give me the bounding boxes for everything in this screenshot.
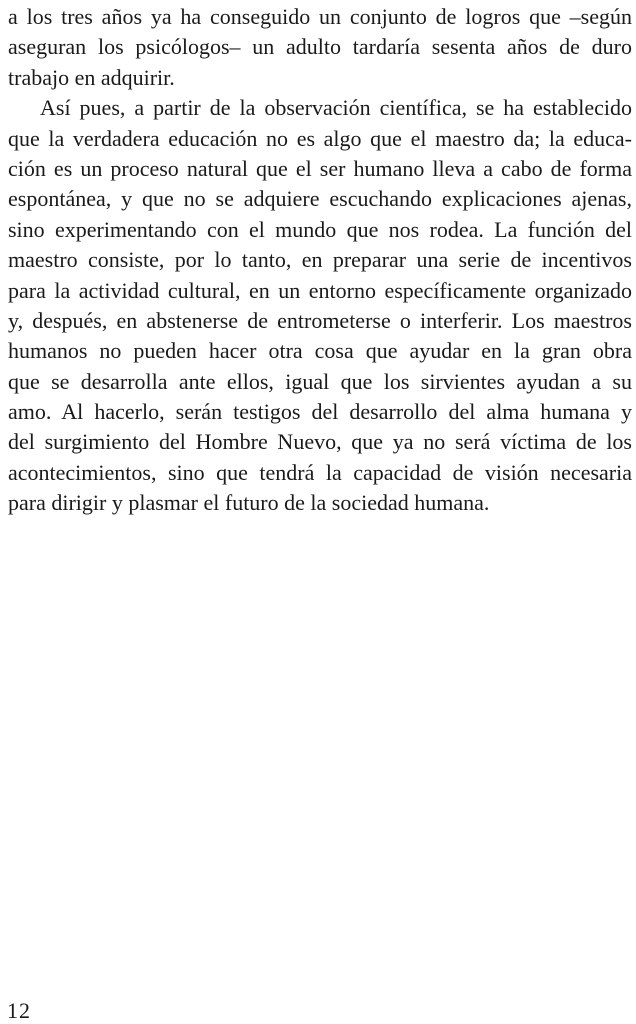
text-line: para dirigir y plasmar el futuro de la sociedad humana. xyxy=(8,490,490,516)
text-line: para la actividad cultural, en un entorno específicamente organizado xyxy=(8,277,632,303)
text-line: y, después, en abstenerse de entrometerse o interferir. Los maestros xyxy=(8,307,632,333)
text-line: humanos no pueden hacer otra cosa que ayudar en la gran obra xyxy=(8,338,632,364)
text-line: del surgimiento del Hombre Nuevo, que ya no será víctima de los xyxy=(8,429,632,455)
text-line: trabajo en adquirir. xyxy=(8,64,175,90)
body-text xyxy=(8,0,632,519)
text-line: a los tres años ya ha conseguido un conjunto de logros que –según xyxy=(8,4,632,29)
text-line: sino experimentando con el mundo que nos rodea. La función del xyxy=(8,216,632,242)
text-line: maestro consiste, por lo tanto, en preparar una serie de incentivos xyxy=(8,247,632,273)
text-line: espontánea, y que no se adquiere escuchando explicaciones ajenas, xyxy=(8,186,632,212)
text-line: acontecimientos, sino que tendrá la capacidad de visión necesaria xyxy=(8,459,632,485)
text-line: amo. Al hacerlo, serán testigos del desarrollo del alma humana y xyxy=(8,399,632,425)
text-line: Así pues, a partir de la observación científica, se ha establecido xyxy=(40,95,632,121)
page-number: 12 xyxy=(7,998,31,1023)
text-line: aseguran los psicólogos– un adulto tardaría sesenta años de duro xyxy=(8,34,632,60)
text-line: que la verdadera educación no es algo que el maestro da; la educa- xyxy=(8,125,632,151)
text-line: que se desarrolla ante ellos, igual que los sirvientes ayudan a su xyxy=(8,368,632,394)
book-page xyxy=(8,0,632,1024)
text-line: ción es un proceso natural que el ser humano lleva a cabo de forma xyxy=(8,155,632,181)
